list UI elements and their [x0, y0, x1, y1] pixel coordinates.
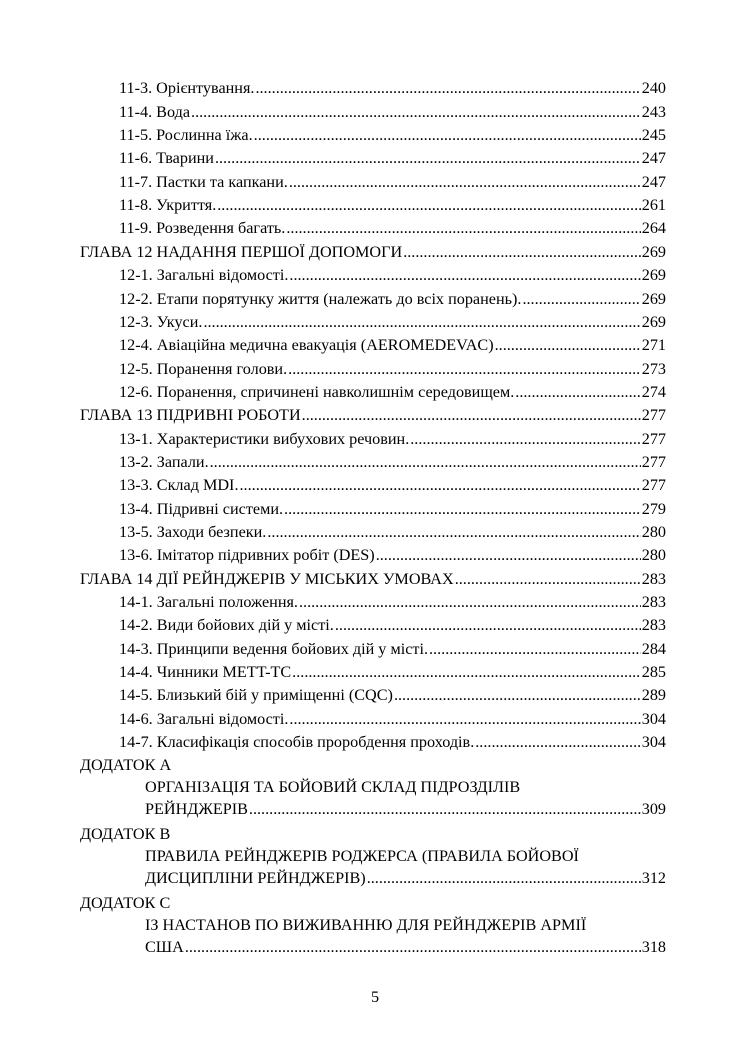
appendix-a-entry: [145, 799, 666, 819]
toc-entry-page: 277: [641, 406, 666, 424]
toc-entry: [119, 195, 666, 215]
toc-entry-title: 12-5. Поранення голови.: [119, 360, 288, 378]
appendix-b-title-line1: ПРАВИЛА РЕЙНДЖЕРІВ РОДЖЕРСА (ПРАВИЛА БОЙОВОЇ: [145, 847, 579, 865]
toc-entry-page: 269: [641, 266, 666, 284]
toc-entry-page: 273: [641, 360, 666, 378]
toc-leader-dots: [376, 545, 641, 565]
toc-entry-title: 13-5. Заходи безпеки.: [119, 523, 267, 541]
toc-entry: [119, 102, 666, 122]
appendix-b-heading: ДОДАТОК В: [80, 825, 171, 843]
toc-entry: [119, 125, 666, 145]
toc-chapter-title: ГЛАВА 14 ДІЇ РЕЙНДЖЕРІВ У МІСЬКИХ УМОВАХ: [80, 570, 454, 588]
appendix-c-title-line1: ІЗ НАСТАНОВ ПО ВИЖИВАННЮ ДЛЯ РЕЙНДЖЕРІВ АРМІЇ: [145, 916, 587, 934]
toc-entry-page: 279: [641, 500, 666, 518]
toc-leader-dots: [288, 359, 641, 379]
toc-entry-title: 11-5. Рослинна їжа.: [119, 126, 253, 144]
toc-entry-page: 285: [641, 663, 666, 681]
toc-chapter-title: ГЛАВА 13 ПІДРИВНІ РОБОТИ: [80, 406, 301, 424]
toc-leader-dots: [455, 569, 641, 589]
toc-entry-title: 14-3. Принципи ведення бойових дій у місті.: [119, 640, 428, 658]
toc-entry-page: 304: [641, 733, 666, 751]
toc-leader-dots: [210, 452, 641, 472]
toc-entry: [119, 499, 666, 519]
toc-leader-dots: [299, 592, 641, 612]
toc-entry: [119, 335, 666, 355]
toc-entry-page: 284: [641, 640, 666, 658]
toc-leader-dots: [335, 615, 641, 635]
toc-entry-page: 280: [641, 546, 666, 564]
toc-entry: [119, 615, 666, 635]
toc-entry-title: 12-6. Поранення, спричинені навколишнім середовищем.: [119, 383, 515, 401]
toc-entry: [119, 475, 666, 495]
toc-entry: [119, 545, 666, 565]
toc-leader-dots: [284, 499, 641, 519]
toc-entry-title: 13-3. Склад MDI.: [119, 476, 239, 494]
appendix-c-page: 318: [641, 938, 666, 956]
toc-entry: [119, 359, 666, 379]
toc-entry-title: 14-6. Загальні відомості.: [119, 710, 289, 728]
toc-entry-title: 11-7. Пастки та капкани.: [119, 173, 288, 191]
toc-entry: [119, 312, 666, 332]
toc-entry: [119, 639, 666, 659]
toc-entry-title: 12-1. Загальні відомості.: [119, 266, 289, 284]
toc-leader-dots: [217, 195, 640, 215]
toc-entry: [119, 452, 666, 472]
toc-leader-dots: [292, 662, 641, 682]
toc-entry-page: 243: [641, 103, 666, 121]
toc-entry-page: 280: [641, 523, 666, 541]
appendix-c-title-line2: США: [145, 938, 184, 956]
toc-entry-page: 304: [641, 710, 666, 728]
toc-entry-title: 14-7. Класифікація способів проробдення проходів.: [119, 733, 475, 751]
toc-entry: [119, 148, 666, 168]
toc-entry: [119, 218, 666, 238]
toc-leader-dots: [403, 242, 641, 262]
toc-leader-dots: [394, 685, 641, 705]
toc-entry-page: 247: [641, 173, 666, 191]
toc-entry: [119, 78, 666, 98]
toc-chapter: [80, 242, 666, 262]
appendix-a-title-line1: ОРГАНІЗАЦІЯ ТА БОЙОВИЙ СКЛАД ПІДРОЗДІЛІВ: [145, 778, 521, 796]
toc-entry-title: 11-8. Укриття.: [119, 196, 217, 214]
toc-leader-dots: [429, 639, 641, 659]
toc-entry-title: 11-4. Вода: [119, 103, 191, 121]
toc-entry-page: 264: [641, 219, 666, 237]
page-number: 5: [370, 988, 380, 1006]
toc-entry-page: 247: [641, 149, 666, 167]
toc-leader-dots: [522, 289, 640, 309]
toc-leader-dots: [215, 148, 641, 168]
toc-leader-dots: [255, 78, 640, 98]
toc-entry-page: 269: [641, 313, 666, 331]
toc-entry-page: 277: [641, 453, 666, 471]
toc-leader-dots: [191, 102, 641, 122]
toc-leader-dots: [302, 405, 641, 425]
toc-leader-dots: [515, 382, 640, 402]
appendix-b-entry: [145, 868, 666, 888]
toc-entry-page: 283: [641, 570, 666, 588]
appendix-a-page: 309: [641, 800, 666, 818]
toc-leader-dots: [267, 522, 640, 542]
appendix-b-page: 312: [641, 869, 666, 887]
toc-entry-page: 277: [641, 476, 666, 494]
toc-entry-page: 269: [641, 290, 666, 308]
toc-leader-dots: [475, 732, 640, 752]
appendix-a-heading: ДОДАТОК А: [80, 756, 172, 774]
toc-entry-title: 14-4. Чинники METT-TC: [119, 663, 292, 681]
appendix-c-entry: [145, 937, 666, 957]
toc-entry-title: 12-3. Укуси.: [119, 313, 203, 331]
toc-leader-dots: [289, 265, 640, 285]
toc-entry: [119, 429, 666, 449]
appendix-a-title-line2: РЕЙНДЖЕРІВ: [145, 800, 248, 818]
appendix-b-title-line2: ДИСЦИПЛІНИ РЕЙНДЖЕРІВ): [145, 869, 366, 887]
toc-entry: [119, 172, 666, 192]
toc-entry: [119, 265, 666, 285]
toc-entry-page: 269: [641, 243, 666, 261]
toc-entry: [119, 289, 666, 309]
toc-leader-dots: [254, 125, 641, 145]
toc-entry-title: 14-5. Близький бій у приміщенні (CQC): [119, 686, 393, 704]
toc-entry: [119, 382, 666, 402]
toc-entry-title: 11-3. Орієнтування.: [119, 79, 255, 97]
toc-leader-dots: [410, 429, 640, 449]
toc-entry-page: 277: [641, 430, 666, 448]
toc-entry: [119, 662, 666, 682]
toc-leader-dots: [289, 172, 641, 192]
toc-leader-dots: [240, 475, 641, 495]
toc-entry-page: 271: [641, 336, 666, 354]
toc-entry-page: 283: [641, 616, 666, 634]
toc-leader-dots: [495, 335, 641, 355]
toc-entry-page: 245: [641, 126, 666, 144]
appendix-c-heading: ДОДАТОК С: [80, 894, 171, 912]
toc-chapter-title: ГЛАВА 12 НАДАННЯ ПЕРШОЇ ДОПОМОГИ: [80, 243, 403, 261]
toc-entry-title: 13-1. Характеристики вибухових речовин.: [119, 430, 410, 448]
toc-leader-dots: [286, 218, 640, 238]
toc-entry-page: 240: [641, 79, 666, 97]
toc-entry: [119, 709, 666, 729]
toc-leader-dots: [289, 709, 640, 729]
toc-entry: [119, 732, 666, 752]
toc-entry-title: 13-2. Запали.: [119, 453, 209, 471]
toc-entry-page: 289: [641, 686, 666, 704]
toc-entry-page: 261: [641, 196, 666, 214]
toc-entry: [119, 685, 666, 705]
toc-entry-title: 14-1. Загальні положення.: [119, 593, 298, 611]
toc-leader-dots: [185, 937, 641, 957]
toc-leader-dots: [203, 312, 640, 332]
toc-entry-title: 13-4. Підривні системи.: [119, 500, 284, 518]
toc-entry-page: 283: [641, 593, 666, 611]
toc-chapter: [80, 569, 666, 589]
toc-entry: [119, 592, 666, 612]
toc-entry-title: 11-9. Розведення багать.: [119, 219, 286, 237]
toc-leader-dots: [249, 799, 641, 819]
toc-entry-title: 12-2. Етапи порятунку життя (належать до всіх поранень).: [119, 290, 522, 308]
toc-entry: [119, 522, 666, 542]
toc-entry-title: 13-6. Імітатор підривних робіт (DES): [119, 546, 375, 564]
toc-entry-title: 14-2. Види бойових дій у місті.: [119, 616, 334, 634]
toc-entry-page: 274: [641, 383, 666, 401]
toc-entry-title: 12-4. Авіаційна медична евакуація (AEROMEDEVAC): [119, 336, 494, 354]
toc-leader-dots: [367, 868, 641, 888]
toc-entry-title: 11-6. Тварини: [119, 149, 214, 167]
toc-chapter: [80, 405, 666, 425]
